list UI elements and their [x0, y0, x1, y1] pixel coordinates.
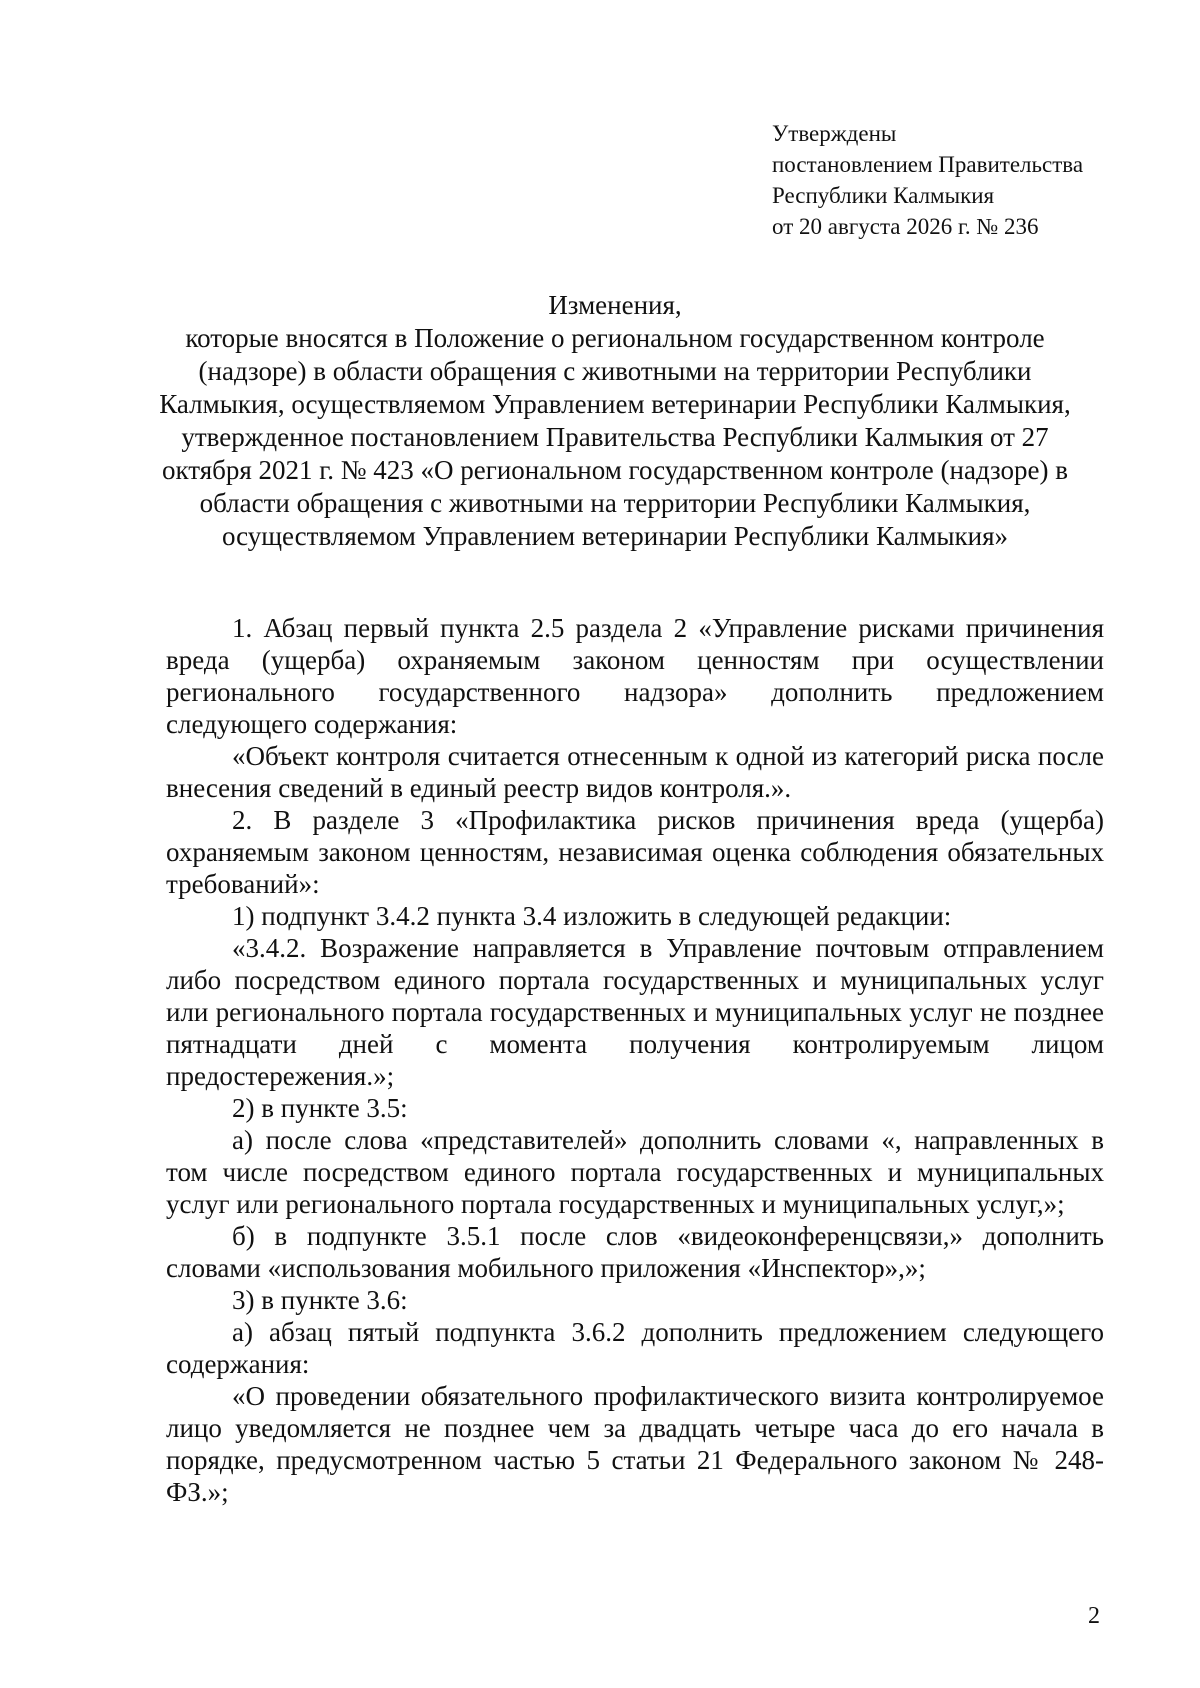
- approval-line: постановлением Правительства: [772, 152, 1084, 177]
- title-subtitle: которые вносятся в Положение о региональном государственном контроле (надзоре) в области обращения с животными на территории Республики Калмыкия, осуществляемом Управлением ветеринарии Республики Калмыкия, утвержденное постановлением Правительства Республики Калмыкия от 27 октября 2021 г. № 423 «О региональном государственном контроле (надзоре) в области обращения с животными на территории Республики Калмыкия, осуществляемом Управлением ветеринарии Республики Калмыкия»: [159, 323, 1071, 551]
- paragraph: б) в подпункте 3.5.1 после слов «видеоконференцсвязи,» дополнить словами «использования мобильного приложения «Инспектор»,»;: [166, 1221, 1104, 1283]
- paragraph: «О проведении обязательного профилактического визита контролируемое лицо уведомляется не позднее чем за двадцать четыре часа до его начала в порядке, предусмотренном частью 5 статьи 21 Федерального законом № 248-ФЗ.»;: [166, 1381, 1104, 1507]
- paragraph: 2) в пункте 3.5:: [232, 1093, 408, 1123]
- title-heading: Изменения,: [548, 290, 682, 320]
- paragraph: 3) в пункте 3.6:: [232, 1285, 408, 1315]
- paragraph: 1. Абзац первый пункта 2.5 раздела 2 «Управление рисками причинения вреда (ущерба) охраняемым законом ценностям при осуществлении регионального государственного надзора» дополнить предложением следующего содержания:: [166, 613, 1104, 739]
- paragraph: а) абзац пятый подпункта 3.6.2 дополнить предложением следующего содержания:: [166, 1317, 1104, 1379]
- paragraph: 2. В разделе 3 «Профилактика рисков причинения вреда (ущерба) охраняемым законом ценностям, независимая оценка соблюдения обязательных требований»:: [166, 805, 1104, 899]
- page-number: 2: [1088, 1603, 1100, 1629]
- approval-line: от 20 августа 2026 г. № 236: [772, 214, 1039, 239]
- paragraph: 1) подпункт 3.4.2 пункта 3.4 изложить в следующей редакции:: [232, 901, 952, 931]
- document-body: [166, 612, 1104, 1508]
- document-title: [150, 289, 1080, 553]
- paragraph: а) после слова «представителей» дополнить словами «, направленных в том числе посредством единого портала государственных и муниципальных услуг или регионального портала государственных и муниципальных услуг,»;: [166, 1125, 1104, 1219]
- approval-line: Республики Калмыкия: [772, 183, 995, 208]
- approval-line: Утверждены: [772, 121, 897, 146]
- paragraph: «Объект контроля считается отнесенным к одной из категорий риска после внесения сведений в единый реестр видов контроля.».: [166, 741, 1104, 803]
- paragraph: «3.4.2. Возражение направляется в Управление почтовым отправлением либо посредством единого портала государственных и муниципальных услуг или регионального портала государственных и муниципальных услуг не позднее пятнадцати дней с момента получения контролируемым лицом предостережения.»;: [166, 933, 1104, 1091]
- approval-block: [772, 118, 1083, 242]
